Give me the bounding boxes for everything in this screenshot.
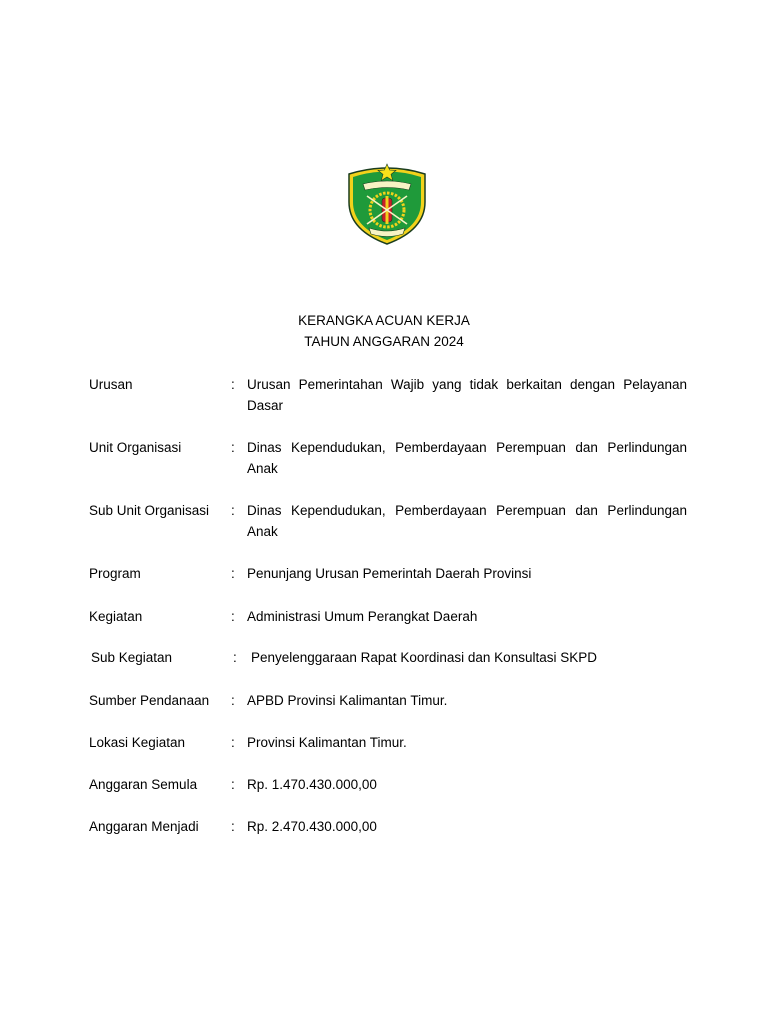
field-label: Sumber Pendanaan	[89, 693, 210, 708]
kalimantan-timur-crest-icon	[343, 158, 431, 248]
field-label: Urusan	[89, 377, 133, 392]
field-value: Urusan Pemerintahan Wajib yang tidak berkaitan dengan Pelayanan Dasar	[247, 377, 687, 413]
field-label: Unit Organisasi	[89, 440, 182, 455]
field-value: Administrasi Umum Perangkat Daerah	[247, 609, 478, 624]
field-colon: :	[231, 777, 235, 792]
field-label: Lokasi Kegiatan	[89, 735, 186, 750]
field-value: Penunjang Urusan Pemerintah Daerah Provinsi	[247, 566, 532, 581]
field-colon: :	[231, 566, 235, 581]
field-colon: :	[231, 819, 235, 834]
field-value: Rp. 1.470.430.000,00	[247, 777, 377, 792]
field-colon: :	[233, 650, 237, 665]
field-value: Dinas Kependudukan, Pemberdayaan Perempuan dan Perlindungan Anak	[247, 503, 687, 539]
field-colon: :	[231, 609, 235, 624]
field-colon: :	[231, 377, 235, 392]
field-colon: :	[231, 693, 235, 708]
field-label: Anggaran Semula	[89, 777, 198, 792]
field-value: Penyelenggaraan Rapat Koordinasi dan Konsultasi SKPD	[251, 650, 597, 665]
field-label: Anggaran Menjadi	[89, 819, 199, 834]
field-value: Rp. 2.470.430.000,00	[247, 819, 377, 834]
field-colon: :	[231, 503, 235, 518]
field-label: Sub Kegiatan	[91, 650, 173, 665]
field-value: Dinas Kependudukan, Pemberdayaan Perempuan dan Perlindungan Anak	[247, 440, 687, 476]
field-value: Provinsi Kalimantan Timur.	[247, 735, 407, 750]
field-colon: :	[231, 735, 235, 750]
field-colon: :	[231, 440, 235, 455]
document-title: KERANGKA ACUAN KERJA	[298, 313, 470, 328]
field-label: Sub Unit Organisasi	[89, 503, 210, 518]
field-label: Kegiatan	[89, 609, 143, 624]
field-value: APBD Provinsi Kalimantan Timur.	[247, 693, 448, 708]
field-label: Program	[89, 566, 141, 581]
document-subtitle: TAHUN ANGGARAN 2024	[304, 334, 464, 349]
